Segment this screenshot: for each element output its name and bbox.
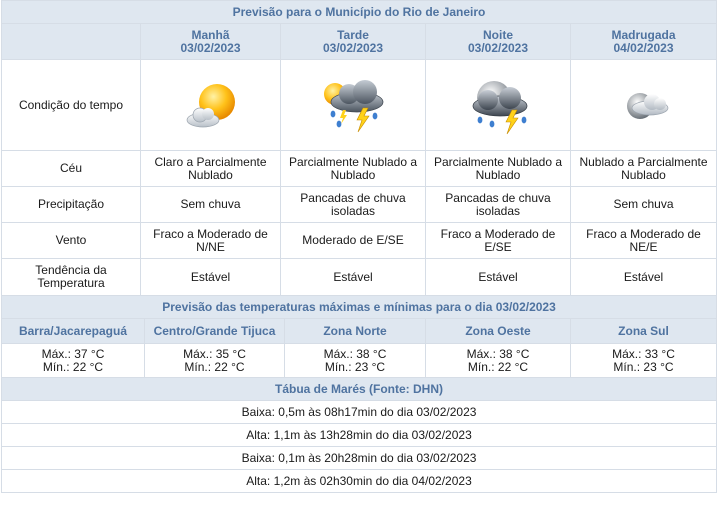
row-label-condition: Condição do tempo <box>2 60 141 151</box>
period-date: 03/02/2023 <box>322 40 384 55</box>
cloudy-night-icon <box>608 74 680 136</box>
max-temp: Máx.: 37 °C <box>41 346 105 361</box>
min-temp: Mín.: 22 °C <box>184 359 245 374</box>
min-temp: Mín.: 23 °C <box>324 359 386 374</box>
precipitation-value: Sem chuva <box>141 187 281 223</box>
period-header-night <box>426 24 571 60</box>
zone-temperature-cell <box>571 344 717 378</box>
period-date: 04/02/2023 <box>613 40 674 55</box>
zone-temperature-cell <box>426 344 571 378</box>
sky-value: Parcialmente Nublado a Nublado <box>281 151 426 187</box>
period-name: Manhã <box>191 27 230 42</box>
tide-row: Alta: 1,2m às 02h30min do dia 04/02/2023 <box>2 470 717 493</box>
sun-with-cloud-icon <box>173 74 249 136</box>
period-header-dawn <box>571 24 717 60</box>
condition-cell-night <box>426 60 571 151</box>
temperature-trend-value: Estável <box>141 259 281 296</box>
min-temp: Mín.: 22 °C <box>42 359 104 374</box>
tide-table-title: Tábua de Marés (Fonte: DHN) <box>2 378 717 401</box>
zone-temperature-cell <box>145 344 285 378</box>
sky-value: Nublado a Parcialmente Nublado <box>571 151 717 187</box>
forecast-title: Previsão para o Município do Rio de Janeiro <box>2 1 717 24</box>
tide-row: Baixa: 0,5m às 08h17min do dia 03/02/2023 <box>2 401 717 424</box>
zone-name: Barra/Jacarepaguá <box>2 319 145 344</box>
min-temp: Mín.: 23 °C <box>613 359 674 374</box>
period-date: 03/02/2023 <box>467 40 529 55</box>
wind-value: Fraco a Moderado de NE/E <box>571 223 717 259</box>
condition-cell-afternoon <box>281 60 426 151</box>
wind-value: Fraco a Moderado de N/NE <box>141 223 281 259</box>
condition-cell-dawn <box>571 60 717 151</box>
temperature-trend-value: Estável <box>281 259 426 296</box>
zone-name: Zona Oeste <box>426 319 571 344</box>
row-label-precipitation: Precipitação <box>2 187 141 223</box>
thunderstorm-rain-sun-icon <box>313 74 393 136</box>
temperatures-title: Previsão das temperaturas máximas e mínimas para o dia 03/02/2023 <box>2 296 717 319</box>
precipitation-value: Pancadas de chuva isoladas <box>426 187 571 223</box>
max-temp: Máx.: 33 °C <box>612 346 675 361</box>
period-name: Madrugada <box>611 27 676 42</box>
temperature-trend-value: Estável <box>426 259 571 296</box>
tide-row: Baixa: 0,1m às 20h28min do dia 03/02/2023 <box>2 447 717 470</box>
condition-cell-morning <box>141 60 281 151</box>
max-temp: Máx.: 38 °C <box>466 346 530 361</box>
row-label-sky: Céu <box>2 151 141 187</box>
temperature-trend-value: Estável <box>571 259 717 296</box>
period-name: Noite <box>483 27 513 42</box>
tide-row: Alta: 1,1m às 13h28min do dia 03/02/2023 <box>2 424 717 447</box>
zone-temperature-cell <box>2 344 145 378</box>
zone-name: Centro/Grande Tijuca <box>145 319 285 344</box>
corner-cell <box>2 24 141 60</box>
zone-name: Zona Sul <box>571 319 717 344</box>
wind-value: Moderado de E/SE <box>281 223 426 259</box>
row-label-wind: Vento <box>2 223 141 259</box>
max-temp: Máx.: 35 °C <box>183 346 246 361</box>
period-date: 03/02/2023 <box>180 40 241 55</box>
thunderstorm-rain-night-icon <box>458 74 538 136</box>
wind-value: Fraco a Moderado de E/SE <box>426 223 571 259</box>
precipitation-value: Pancadas de chuva isoladas <box>281 187 426 223</box>
zone-temperature-cell <box>285 344 426 378</box>
period-header-morning <box>141 24 281 60</box>
precipitation-value: Sem chuva <box>571 187 717 223</box>
forecast-table <box>1 0 717 493</box>
zone-name: Zona Norte <box>285 319 426 344</box>
min-temp: Mín.: 22 °C <box>467 359 529 374</box>
max-temp: Máx.: 38 °C <box>323 346 387 361</box>
sky-value: Claro a Parcialmente Nublado <box>141 151 281 187</box>
row-label-temperature-trend: Tendência da Temperatura <box>2 259 141 296</box>
period-name: Tarde <box>337 27 369 42</box>
period-header-afternoon <box>281 24 426 60</box>
sky-value: Parcialmente Nublado a Nublado <box>426 151 571 187</box>
